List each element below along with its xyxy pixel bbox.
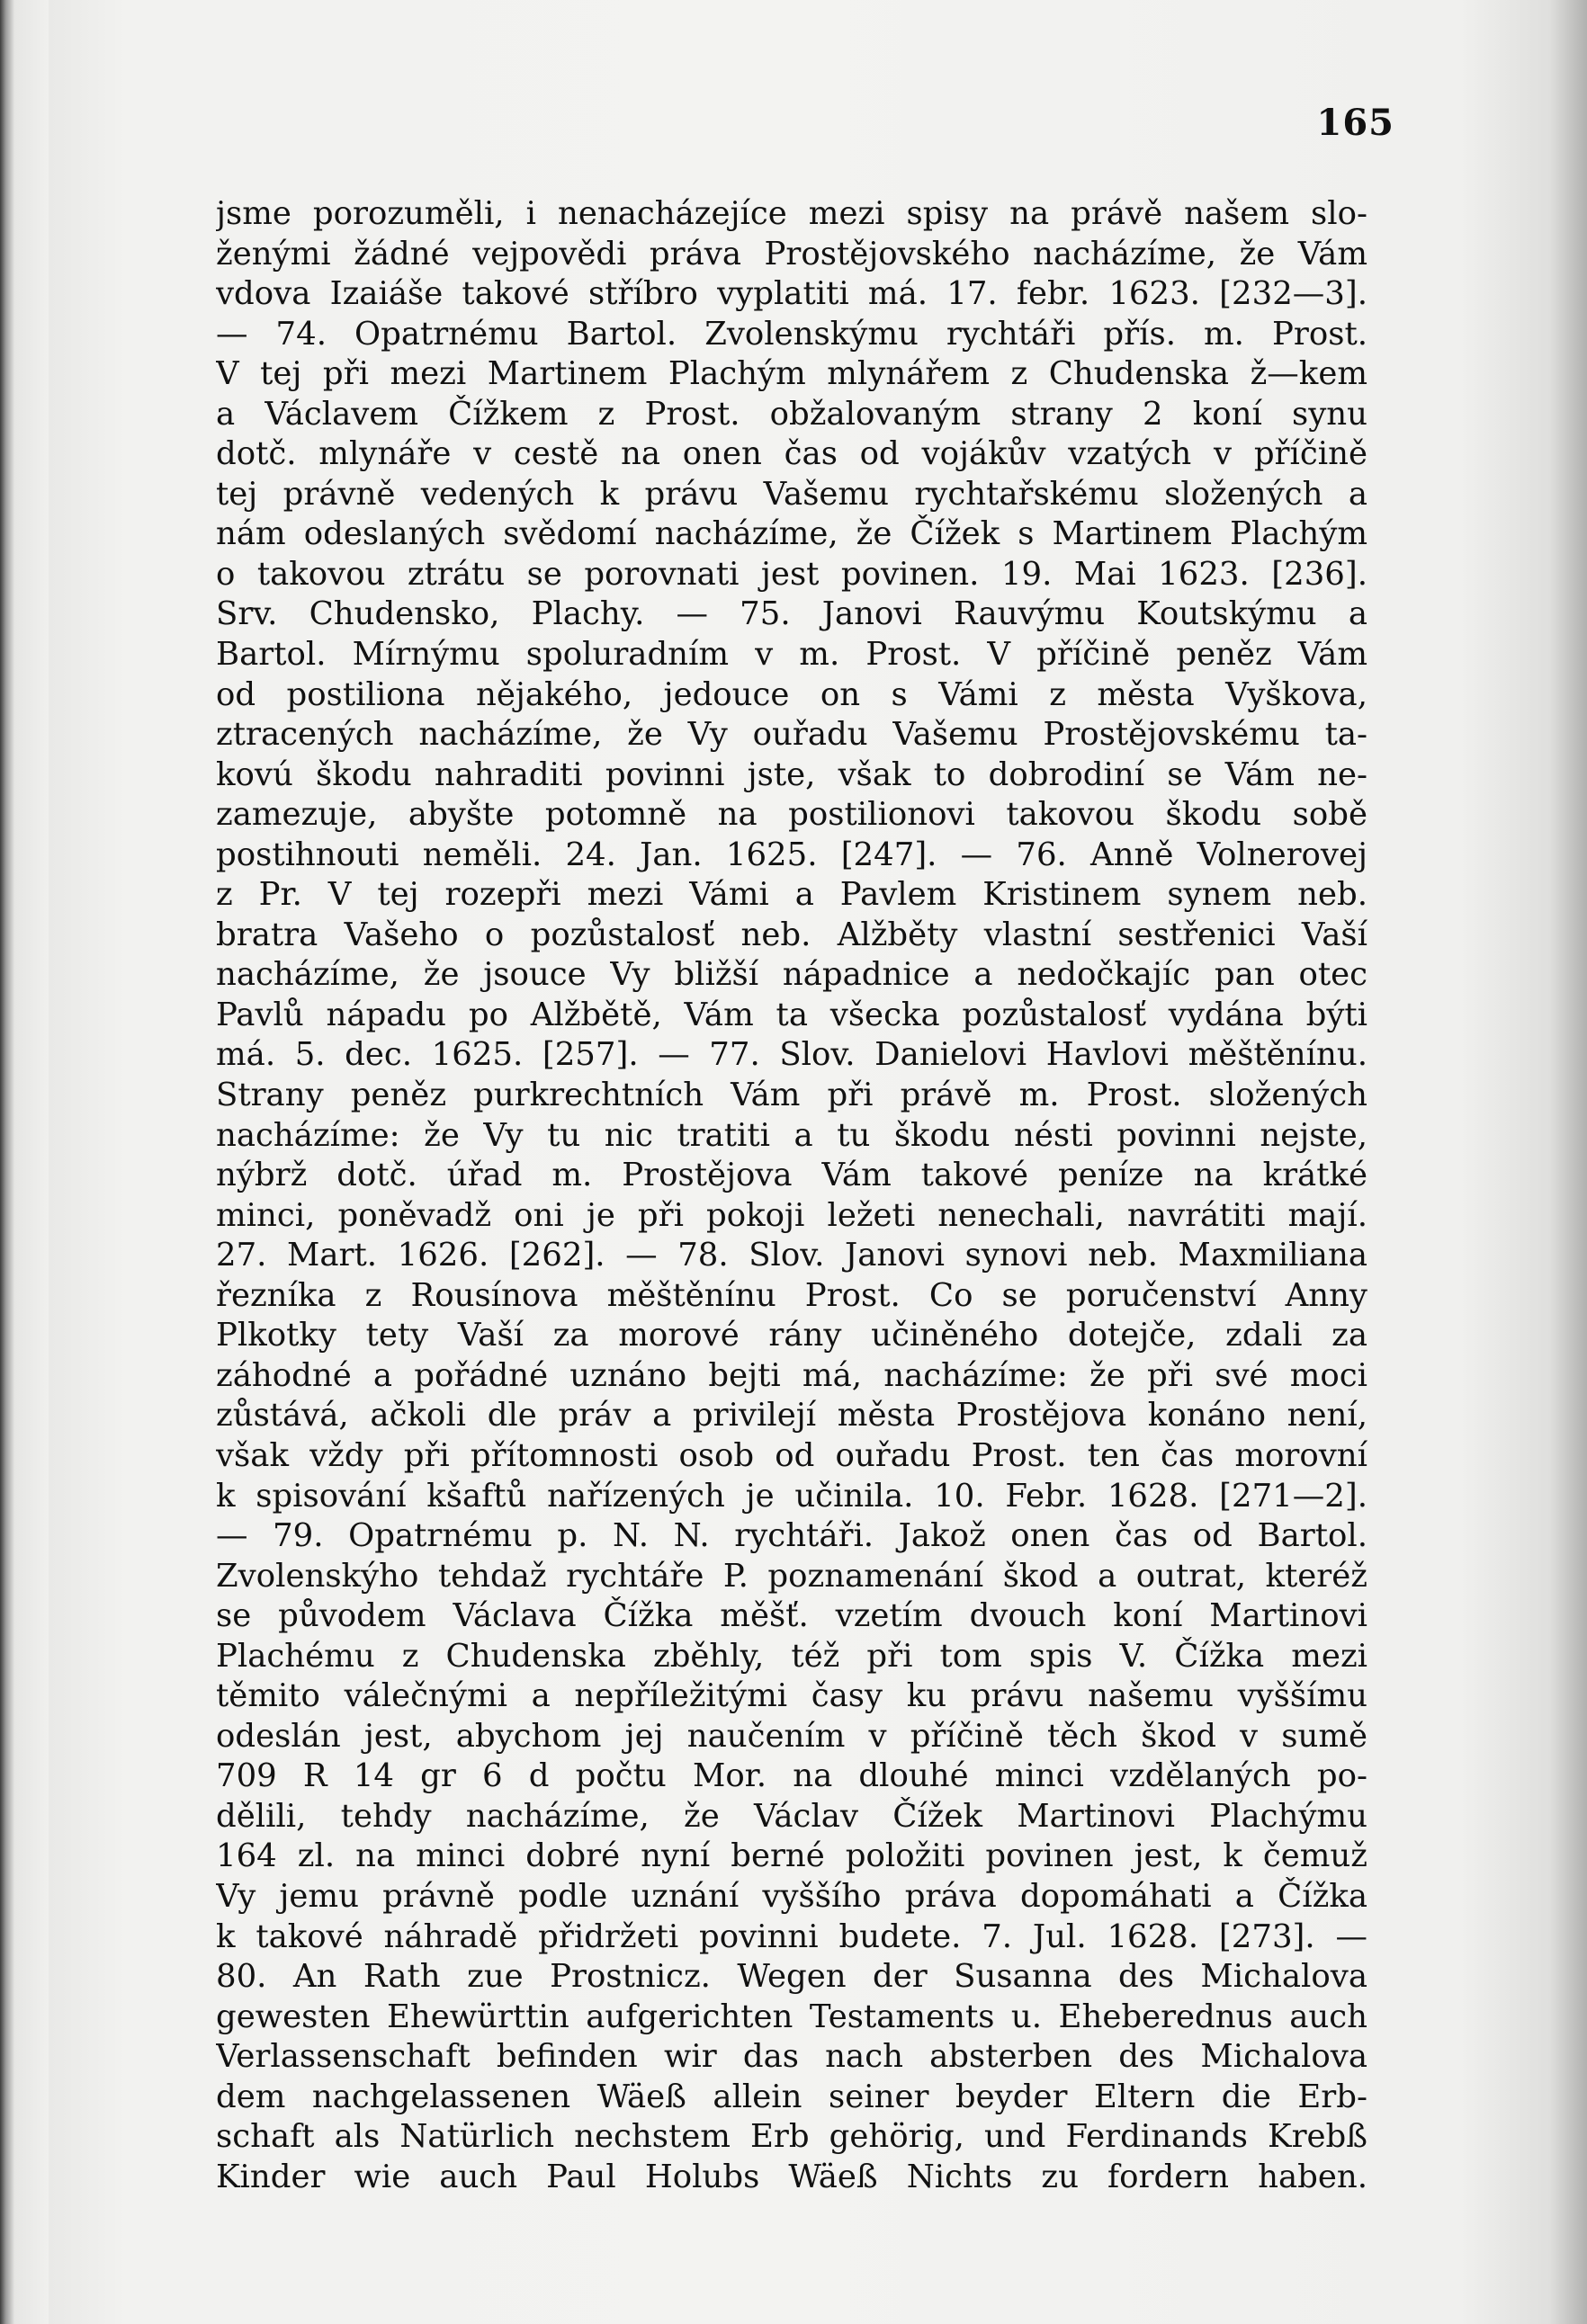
- text-line: gewesten Ehewürttin aufgerichten Testaments u. Eheberednus auch: [216, 1998, 1367, 2035]
- text-line: dělili, tehdy nacházíme, že Václav Čížek Martinovi Plachýmu: [216, 1797, 1367, 1835]
- page-binding-edge: [0, 0, 49, 2324]
- text-line: ženými žádné vejpovědi práva Prostějovského nacházíme, že Vám: [216, 235, 1367, 273]
- text-line: jsme porozuměli, i nenacházejíce mezi spisy na právě našem slo-: [216, 195, 1367, 232]
- text-line: nám odeslaných svědomí nacházíme, že Čížek s Martinem Plachým: [216, 515, 1367, 553]
- text-line: Strany peněz purkrechtních Vám při právě m. Prost. složených: [216, 1077, 1367, 1114]
- text-line: řezníka z Rousínova měštěnínu Prost. Co se poručenství Anny: [216, 1276, 1367, 1314]
- text-line: nýbrž dotč. úřad m. Prostějova Vám takové peníze na krátké: [216, 1157, 1367, 1194]
- text-line: Zvolenskýho tehdaž rychtáře P. poznamenání škod a outrat, kteréž: [216, 1557, 1367, 1595]
- text-line: o takovou ztrátu se porovnati jest povinen. 19. Mai 1623. [236].: [216, 555, 1367, 593]
- text-line: bratra Vašeho o pozůstalosť neb. Alžběty vlastní sestřenici Vaší: [216, 916, 1367, 953]
- text-line: k spisování kšaftů nařízených je učinila. 10. Febr. 1628. [271—2].: [216, 1477, 1367, 1515]
- text-line: — 79. Opatrnému p. N. N. rychtáři. Jakož onen čas od Bartol.: [216, 1517, 1367, 1555]
- text-line: 709 R 14 gr 6 d počtu Mor. na dlouhé minci vzdělaných po-: [216, 1757, 1367, 1795]
- text-line: Pavlů nápadu po Alžbětě, Vám ta všecka pozůstalosť vydána býti: [216, 996, 1367, 1033]
- text-line: Srv. Chudensko, Plachy. — 75. Janovi Rauvýmu Koutskýmu a: [216, 595, 1367, 633]
- text-line: od postiliona nějakého, jedouce on s Vámi z města Vyškova,: [216, 675, 1367, 713]
- text-line: zůstává, ačkoli dle práv a privilejí města Prostějova konáno není,: [216, 1397, 1367, 1435]
- text-line: odeslán jest, abychom jej naučením v příčině těch škod v sumě: [216, 1717, 1367, 1755]
- page-number: 165: [1316, 102, 1394, 144]
- text-line: minci, poněvadž oni je při pokoji ležeti nenechali, navrátiti mají.: [216, 1196, 1367, 1234]
- text-line: schaft als Natürlich nechstem Erb gehörig, und Ferdinands Krebß: [216, 2118, 1367, 2156]
- text-line: záhodné a pořádné uznáno bejti má, nacházíme: že při své moci: [216, 1356, 1367, 1394]
- text-line: 164 zl. na minci dobré nyní berné položiti povinen jest, k čemuž: [216, 1837, 1367, 1875]
- text-line: postihnouti neměli. 24. Jan. 1625. [247]. — 76. Anně Volnerovej: [216, 836, 1367, 873]
- text-line: zamezuje, abyšte potomně na postilionovi takovou škodu sobě: [216, 796, 1367, 834]
- text-line: Vy jemu právně podle uznání vyššího práva dopomáhati a Čížka: [216, 1877, 1367, 1915]
- text-line: a Václavem Čížkem z Prost. obžalovaným strany 2 koní synu: [216, 395, 1367, 433]
- text-line: kovú škodu nahraditi povinni jste, však to dobrodiní se Vám ne-: [216, 755, 1367, 793]
- text-line: dotč. mlynáře v cestě na onen čas od vojákův vzatých v příčině: [216, 435, 1367, 473]
- text-line: má. 5. dec. 1625. [257]. — 77. Slov. Danielovi Havlovi měštěnínu.: [216, 1036, 1367, 1074]
- text-line: Bartol. Mírnýmu spoluradním v m. Prost. V příčině peněz Vám: [216, 636, 1367, 674]
- text-line: Kinder wie auch Paul Holubs Wäeß Nichts zu fordern haben.: [216, 2158, 1367, 2195]
- text-line: těmito válečnými a nepříležitými časy ku právu našemu vyššímu: [216, 1677, 1367, 1715]
- text-line: 27. Mart. 1626. [262]. — 78. Slov. Janovi synovi neb. Maxmiliana: [216, 1237, 1367, 1274]
- text-line: Verlassenschaft befinden wir das nach absterben des Michalova: [216, 2038, 1367, 2076]
- text-line: ztracených nacházíme, že Vy ouřadu Vašemu Prostějovskému ta-: [216, 716, 1367, 754]
- text-line: nacházíme: že Vy tu nic tratiti a tu škodu nésti povinni nejste,: [216, 1116, 1367, 1154]
- text-line: k takové náhradě přidržeti povinni budete. 7. Jul. 1628. [273]. —: [216, 1917, 1367, 1955]
- text-line: dem nachgelassenen Wäeß allein seiner beyder Eltern die Erb-: [216, 2078, 1367, 2115]
- text-line: Plkotky tety Vaší za morové rány učiněného dotejče, zdali za: [216, 1317, 1367, 1354]
- text-line: Plachému z Chudenska zběhly, též při tom spis V. Čížka mezi: [216, 1637, 1367, 1675]
- text-line: V tej při mezi Martinem Plachým mlynářem z Chudenska ž—kem: [216, 355, 1367, 393]
- page-body-text: [216, 194, 1367, 2197]
- text-line: — 74. Opatrnému Bartol. Zvolenskýmu rychtáři přís. m. Prost.: [216, 315, 1367, 353]
- text-line: nacházíme, že jsouce Vy bližší nápadnice a nedočkajíc pan otec: [216, 956, 1367, 994]
- text-line: se původem Václava Čížka měšť. vzetím dvouch koní Martinovi: [216, 1597, 1367, 1635]
- text-line: 80. An Rath zue Prostnicz. Wegen der Susanna des Michalova: [216, 1958, 1367, 1996]
- text-line: tej právně vedených k právu Vašemu rychtařskému složených a: [216, 475, 1367, 513]
- text-line: z Pr. V tej rozepři mezi Vámi a Pavlem Kristinem synem neb.: [216, 876, 1367, 914]
- text-line: vdova Izaiáše takové stříbro vyplatiti má. 17. febr. 1623. [232—3].: [216, 275, 1367, 313]
- text-line: však vždy při přítomnosti osob od ouřadu Prost. ten čas morovní: [216, 1436, 1367, 1474]
- page-right-shadow: [1549, 0, 1587, 2324]
